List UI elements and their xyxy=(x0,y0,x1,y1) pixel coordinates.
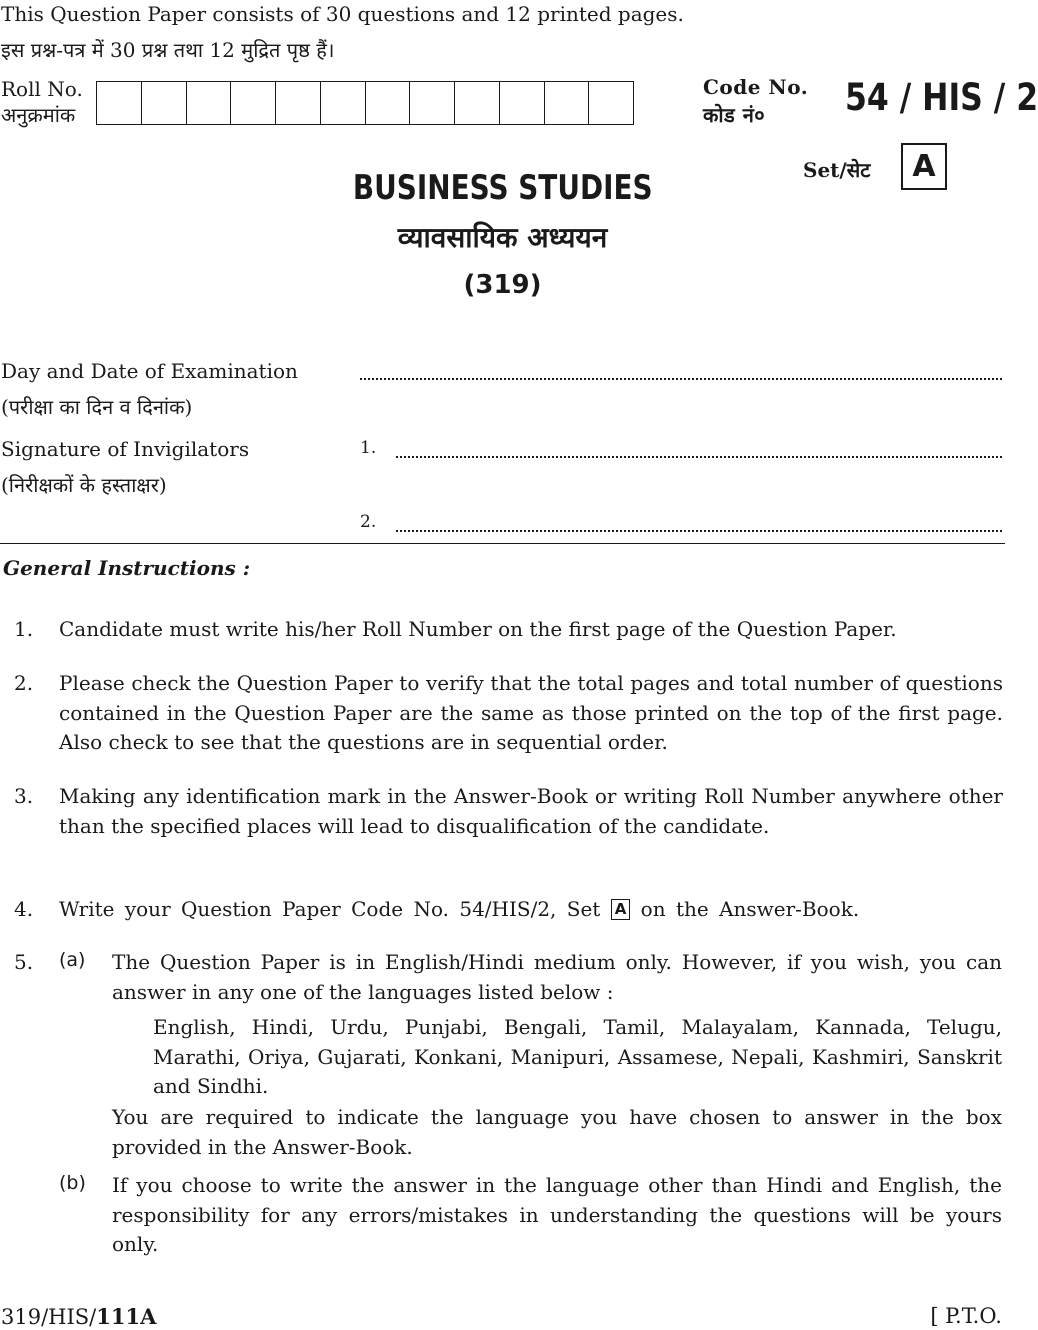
subject-code: (319) xyxy=(463,270,542,300)
language-note: You are required to indicate the language you have chosen to answer in the box provided in the Answer-Book. xyxy=(112,1105,1002,1159)
subject-title-english-text: BUSINESS STUDIES xyxy=(352,168,653,208)
code-number-label-en: Code No. xyxy=(703,75,809,99)
roll-number-boxes[interactable] xyxy=(96,81,634,125)
signature-number-1: 1. xyxy=(360,438,377,458)
roll-number-label-hi: अनुक्रमांक xyxy=(1,103,76,127)
roll-number-box[interactable] xyxy=(589,82,633,124)
roll-number-box[interactable] xyxy=(276,82,321,124)
signature-field-2[interactable] xyxy=(396,530,1002,532)
instruction-text: Making any identification mark in the Answer-Book or writing Roll Number anywhere other than the specified places will lead to disqualification of the candidate. xyxy=(59,784,1003,838)
footer-code-plain: 319/HIS/ xyxy=(1,1305,97,1329)
footer-code xyxy=(1,1304,156,1329)
roll-number-label xyxy=(1,76,83,128)
exam-date-field[interactable] xyxy=(360,378,1002,380)
pto-label: [ P.T.O. xyxy=(930,1304,1002,1328)
signature-field-1[interactable] xyxy=(396,456,1002,458)
roll-number-box[interactable] xyxy=(410,82,455,124)
instruction-number: 5. xyxy=(14,950,34,974)
paper-info-hindi: इस प्रश्न-पत्र में 30 प्रश्न तथा 12 मुद्रित पृष्ठ हैं। xyxy=(1,38,335,62)
signature-label-en: Signature of Invigilators xyxy=(1,437,250,461)
code-number-value: 54 / HIS / 2 xyxy=(845,76,1038,119)
instruction-number: 2. xyxy=(14,671,34,695)
roll-number-box[interactable] xyxy=(142,82,187,124)
code-number-label-hi: कोड नं० xyxy=(703,103,766,127)
instruction-text xyxy=(59,895,1003,925)
code-number-label xyxy=(703,73,808,129)
instruction-text-before: Write your Question Paper Code No. 54/HIS/2, Set xyxy=(59,897,601,921)
exam-date-label-hi: (परीक्षा का दिन व दिनांक) xyxy=(1,395,193,419)
sub-item-mark-a: (a) xyxy=(59,949,86,971)
roll-number-label-en: Roll No. xyxy=(1,77,83,101)
exam-date-label xyxy=(1,353,298,425)
instruction-number: 4. xyxy=(14,897,34,921)
subject-title-english xyxy=(0,168,1005,208)
instruction-number: 1. xyxy=(14,617,34,641)
languages-list: English, Hindi, Urdu, Punjabi, Bengali, Tamil, Malayalam, Kannada, Telugu, Marathi, Oriya, Gujarati, Konkani, Manipuri, Assamese, Nepali, Kashmiri, Sanskrit and Sindhi. xyxy=(153,1015,1002,1098)
signature-label xyxy=(1,431,249,503)
signature-label-hi: (निरीक्षकों के हस्ताक्षर) xyxy=(1,473,167,497)
sub-item-b-text: If you choose to write the answer in the language other than Hindi and English, the responsibility for any errors/mistakes in understanding the questions will be yours only. xyxy=(112,1173,1002,1256)
signature-number-2: 2. xyxy=(360,512,377,532)
subject-title-hindi: व्यावसायिक अध्ययन xyxy=(397,221,608,254)
instruction-text: Please check the Question Paper to verify that the total pages and total number of questions contained in the Question Paper are the same as those printed on the top of the first page. Also check to see that the questions are in sequential order. xyxy=(59,671,1003,754)
paper-info-english: This Question Paper consists of 30 questions and 12 printed pages. xyxy=(1,2,684,26)
set-value-box: A xyxy=(901,143,947,190)
sub-item-a-text: The Question Paper is in English/Hindi medium only. However, if you wish, you can answer in any one of the languages listed below : xyxy=(112,950,1002,1004)
instructions-heading: General Instructions : xyxy=(3,556,251,580)
footer-code-bold: 111A xyxy=(96,1304,157,1329)
exam-date-label-en: Day and Date of Examination xyxy=(1,359,298,383)
set-inline-box: A xyxy=(611,899,631,920)
roll-number-box[interactable] xyxy=(366,82,411,124)
roll-number-box[interactable] xyxy=(97,82,142,124)
instruction-text-after: on the Answer-Book. xyxy=(640,897,860,921)
roll-number-box[interactable] xyxy=(500,82,545,124)
roll-number-box[interactable] xyxy=(231,82,276,124)
roll-number-box[interactable] xyxy=(545,82,590,124)
set-label: Set/सेट xyxy=(803,158,871,182)
divider xyxy=(0,543,1005,544)
instruction-text: Candidate must write his/her Roll Number on the first page of the Question Paper. xyxy=(59,617,897,641)
sub-item-mark-b: (b) xyxy=(59,1172,86,1194)
instruction-number: 3. xyxy=(14,784,34,808)
roll-number-box[interactable] xyxy=(187,82,232,124)
roll-number-box[interactable] xyxy=(455,82,500,124)
roll-number-box[interactable] xyxy=(321,82,366,124)
